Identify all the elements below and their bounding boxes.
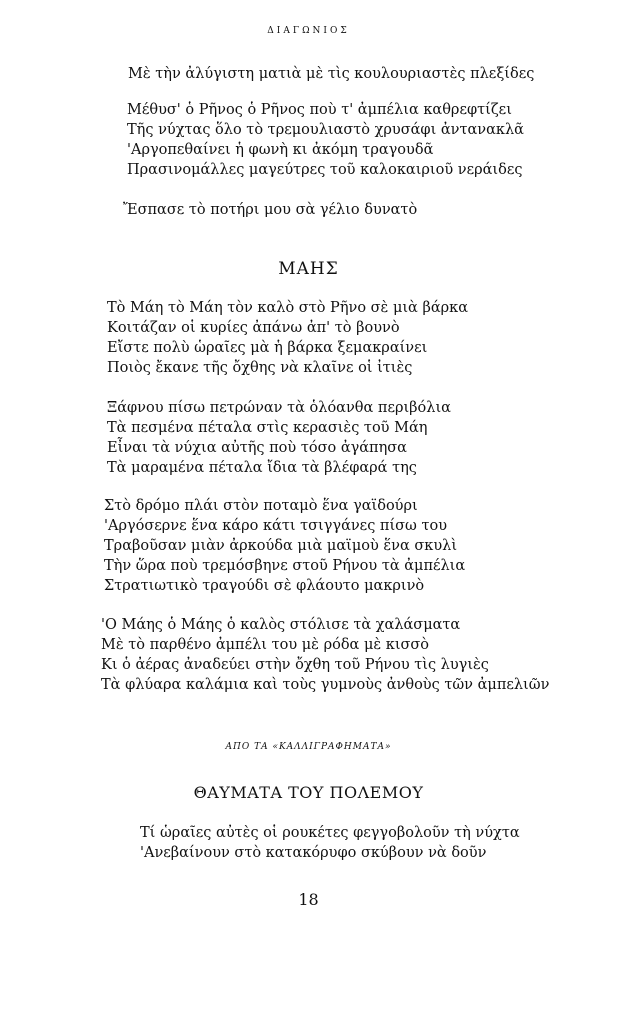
- poem-line: Τὰ μαραμένα πέταλα ἴδια τὰ βλέφαρά της: [107, 460, 417, 476]
- stanza: [127, 100, 524, 180]
- poem-line: Ἔσπασε τὸ ποτήρι μου σὰ γέλιο δυνατὸ: [123, 202, 418, 218]
- poem-line: Πρασινομάλλες μαγεύτρες τοῦ καλοκαιριοῦ νεράιδες: [127, 162, 523, 178]
- poem-line: Στρατιωτικὸ τραγούδι σὲ φλάουτο μακρινὸ: [104, 578, 425, 594]
- source-note: ΑΠΟ ΤΑ «ΚΑΛΛΙΓΡΑΦΗΜΑΤΑ»: [225, 742, 392, 752]
- poem-line: Κοιτάζαν οἱ κυρίες ἀπάνω ἀπ' τὸ βουνὸ: [107, 320, 400, 336]
- poem-line: Μὲ τὸ παρθένο ἀμπέλι του μὲ ρόδα μὲ κισσὸ: [101, 637, 430, 653]
- poem-line: Τί ὡραῖες αὐτὲς οἱ ρουκέτες φεγγοβολοῦν τὴ νύχτα: [140, 825, 520, 841]
- poem-line: Εἴστε πολὺ ὡραῖες μὰ ἡ βάρκα ξεμακραίνει: [107, 340, 428, 356]
- stanza: [101, 615, 549, 695]
- poem-line: 'Αργοπεθαίνει ἡ φωνὴ κι ἀκόμη τραγουδᾶ: [127, 142, 434, 158]
- poem-line: Τὴν ὥρα ποὺ τρεμόσβηνε στοῦ Ρήνου τὰ ἀμπέλια: [104, 558, 466, 574]
- poem-line: Μέθυσ' ὁ Ρῆνος ὁ Ρῆνος ποὺ τ' ἀμπέλια καθρεφτίζει: [127, 102, 512, 118]
- poem-line: Κι ὁ ἀέρας ἀναδεύει στὴν ὄχθη τοῦ Ρήνου τὶς λυγιὲς: [101, 657, 489, 673]
- stanza: [140, 823, 520, 863]
- poem-line: Μὲ τὴν ἀλύγιστη ματιὰ μὲ τὶς κουλουριαστὲς πλεξίδες: [128, 66, 535, 82]
- stanza: [123, 200, 417, 220]
- poem-line: 'Ο Μάης ὁ Μάης ὁ καλὸς στόλισε τὰ χαλάσματα: [101, 617, 461, 633]
- stanza: [107, 298, 468, 378]
- poem-line: Εἶναι τὰ νύχια αὐτῆς ποὺ τόσο ἀγάπησα: [107, 440, 407, 456]
- poem-line: Τῆς νύχτας ὅλο τὸ τρεμουλιαστὸ χρυσάφι ἀντανακλᾶ: [127, 122, 524, 138]
- running-head: ΔΙΑΓΩΝΙΟΣ: [267, 26, 350, 36]
- poem-line: Στὸ δρόμο πλάι στὸν ποταμὸ ἕνα γαϊδούρι: [104, 498, 418, 514]
- poem-line: 'Αργόσερνε ἕνα κάρο κάτι τσιγγάνες πίσω του: [104, 518, 448, 534]
- stanza: [107, 398, 451, 478]
- poem-line: Ποιὸς ἔκανε τῆς ὄχθης νὰ κλαῖνε οἱ ἰτιὲς: [107, 360, 413, 376]
- poem-line: Τραβοῦσαν μιὰν ἀρκούδα μιὰ μαϊμοὺ ἕνα σκυλὶ: [104, 538, 458, 554]
- page-number: 18: [298, 890, 319, 909]
- poem-line: Ξάφνου πίσω πετρώναν τὰ ὁλόανθα περιβόλια: [107, 400, 451, 416]
- stanza: [128, 64, 534, 84]
- poem-line: 'Ανεβαίνουν στὸ κατακόρυφο σκύβουν νὰ δοῦν: [140, 845, 487, 861]
- poem-line: Τὰ φλύαρα καλάμια καὶ τοὺς γυμνοὺς ἀνθοὺς τῶν ἀμπελιῶν: [101, 677, 550, 693]
- poem-title: ΘΑΥΜΑΤΑ ΤΟΥ ΠΟΛΕΜΟΥ: [193, 783, 424, 802]
- stanza: [104, 496, 465, 596]
- poem-title: ΜΑΗΣ: [278, 259, 339, 279]
- poem-line: Τὰ πεσμένα πέταλα στὶς κερασιὲς τοῦ Μάη: [107, 420, 428, 436]
- poem-line: Τὸ Μάη τὸ Μάη τὸν καλὸ στὸ Ρῆνο σὲ μιὰ βάρκα: [107, 300, 469, 316]
